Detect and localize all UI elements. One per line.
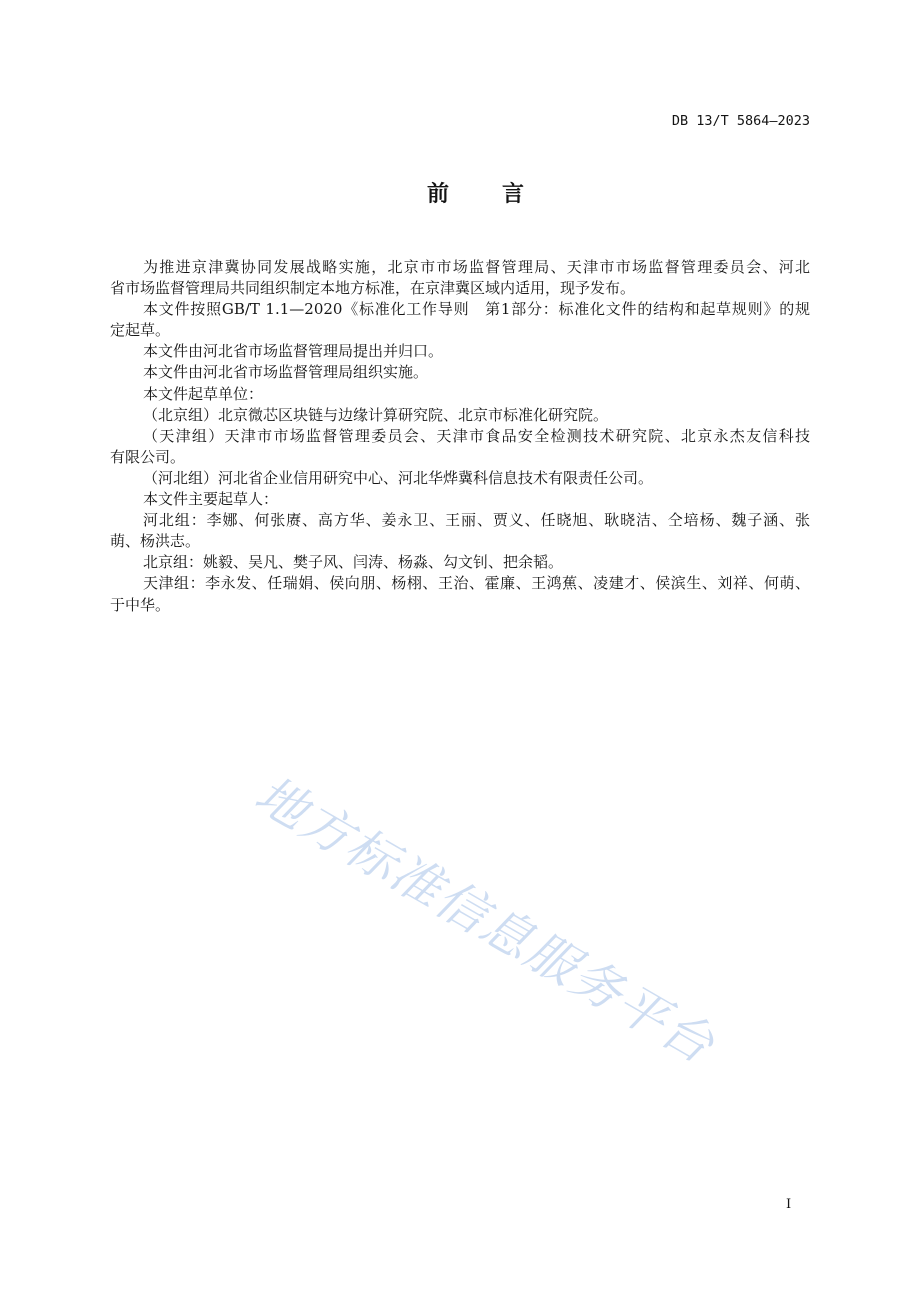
paragraph-line: 有限公司。 (110, 447, 186, 466)
page-number: I (786, 1197, 792, 1212)
paragraph-line: 省市场监督管理局共同组织制定本地方标准，在京津冀区域内适用，现予发布。 (110, 279, 636, 298)
paragraph (110, 510, 810, 552)
paragraph (110, 405, 810, 426)
paragraph-line: 本文件起草单位： (143, 384, 264, 403)
paragraph-line: 北京组：姚毅、吴凡、樊子风、闫涛、杨淼、勾文钊、把余韬。 (143, 553, 564, 572)
document-number: DB 13/T 5864—2023 (671, 113, 810, 129)
paragraph (110, 468, 810, 489)
paragraph-line: 为推进京津冀协同发展战略实施，北京市市场监督管理局、天津市市场监督管理委员会、河北 (143, 258, 810, 276)
paragraph (110, 299, 810, 341)
paragraph-line: 天津组：李永发、任瑞娟、侯向朋、杨栩、王治、霍廉、王鸿蕉、凌建才、侯滨生、刘祥、何萌、 (143, 574, 810, 593)
paragraph-line: 本文件由河北省市场监督管理局提出并归口。 (143, 342, 444, 361)
paragraph (110, 341, 810, 362)
paragraph (110, 552, 810, 573)
paragraph-line: 本文件由河北省市场监督管理局组织实施。 (143, 363, 429, 382)
paragraph-line: 于中华。 (110, 595, 171, 614)
paragraph-line: （天津组）天津市市场监督管理委员会、天津市食品安全检测技术研究院、北京永杰友信科技 (143, 426, 810, 445)
paragraph-line: 河北组：李娜、何张赓、高方华、姜永卫、王丽、贾义、任晓旭、耿晓洁、仝培杨、魏子涵、张 (143, 511, 810, 530)
paragraph-line: 定起草。 (110, 321, 171, 340)
paragraph-line: 萌、杨洪志。 (110, 532, 201, 551)
foreword-body (110, 257, 810, 616)
paragraph-line: （河北组）河北省企业信用研究中心、河北华烨冀科信息技术有限责任公司。 (143, 468, 654, 487)
paragraph (110, 573, 810, 615)
paragraph-line: 本文件按照GB/T 1.1—2020《标准化工作导则 第1部分：标准化文件的结构和起草规则》的规 (143, 300, 810, 319)
paragraph (110, 489, 810, 510)
paragraph (110, 257, 810, 299)
watermark: 地方标准信息服务平台 (245, 764, 725, 1076)
paragraph (110, 426, 810, 468)
paragraph (110, 384, 810, 405)
paragraph (110, 362, 810, 383)
paragraph-line: （北京组）北京微芯区块链与边缘计算研究院、北京市标准化研究院。 (143, 405, 609, 424)
page-title: 前 言 (427, 181, 528, 207)
paragraph-line: 本文件主要起草人： (143, 490, 279, 509)
